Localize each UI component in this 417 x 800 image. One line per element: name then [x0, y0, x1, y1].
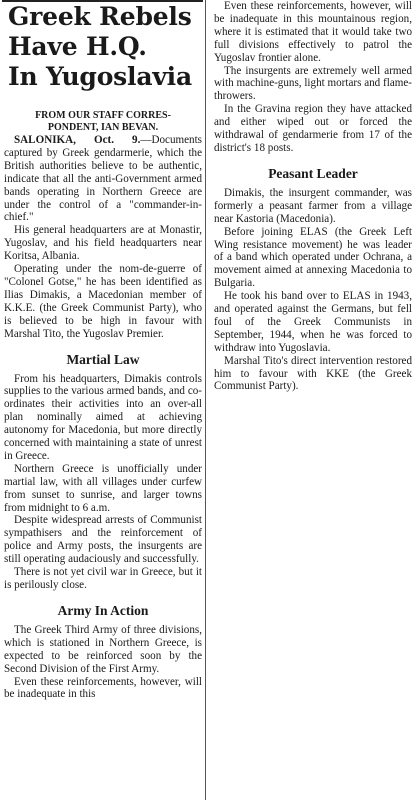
lead-paragraph — [4, 134, 202, 224]
lead-text: —Documents captured by Greek gendarmerie, which the British authorities believe to be authentic, indicate that all the anti-Government armed bands operating in Northern Greece are under the control of a "commander-in-chief." — [4, 134, 202, 224]
paragraph: Marshal Tito's direct intervention restored him to favour with KKE (the Greek Communist Party). — [214, 354, 412, 393]
section-heading: Army In Action — [57, 602, 149, 618]
paragraph: Before joining ELAS (the Greek Left Wing resistance movement) he was leader of a band which operated under Ochrana, a movement aimed at annexing Macedonia to Bulgaria. — [214, 225, 412, 290]
headline-line: Have H.Q. — [8, 32, 147, 61]
paragraph: The insurgents are extremely well armed with machine-guns, light mortars and flame-throwers. — [214, 64, 412, 103]
byline — [4, 110, 202, 134]
paragraph: Even these reinforcements, however, will be inadequate in this mountainous region, where it is estimated that it would take two full divisions effectively to patrol the Yugoslav frontier alone. — [214, 0, 412, 64]
left-column — [2, 0, 203, 701]
paragraph: Northern Greece is unofficially under martial law, with all villages under curfew from sunset to sunrise, and larger towns from midnight to 6 a.m. — [4, 462, 202, 514]
paragraph: Operating under the nom-de-guerre of "Colonel Gotse," he has been identified as Ilias Dimakis, a Macedonian member of K.K.E. (the Greek Communist Party), who is believed to be high in favour with Marshal Tito, the Yugoslav Premier. — [4, 263, 202, 340]
headline-line: Greek Rebels — [8, 2, 192, 31]
headline-line: In Yugoslavia — [8, 62, 192, 91]
paragraph: From his headquarters, Dimakis controls supplies to the various armed bands, and co-ordinates their activities into an over-all plan nominally aimed at achieving autonomy for Macedonia, but more directly concerned with maintaining a state of unrest in Greece. — [4, 372, 202, 462]
section-heading: Peasant Leader — [268, 165, 358, 181]
right-column — [208, 0, 413, 393]
paragraph: In the Gravina region they have attacked and either wiped out or forced the withdrawal of gendarmerie from 17 of the district's 18 posts. — [214, 103, 412, 154]
paragraph: Dimakis, the insurgent commander, was formerly a peasant farmer from a village near Kastoria (Macedonia). — [214, 186, 412, 225]
dateline: SALONIKA, Oct. 9. — [14, 134, 141, 146]
paragraph: Even these reinforcements, however, will be inadequate in this — [4, 675, 202, 701]
paragraph: There is not yet civil war in Greece, but it is perilously close. — [4, 566, 202, 591]
paragraph: His general headquarters are at Monastir, Yugoslav, and his field headquarters near Koritsa, Albania. — [4, 224, 202, 263]
paragraph: He took his band over to ELAS in 1943, and operated against the Germans, but fell foul of the Greek Communists in September, 1944, when he was forced to withdraw into Yugoslavia. — [214, 290, 412, 354]
paragraph: The Greek Third Army of three divisions, which is stationed in Northern Greece, is expected to be reinforced soon by the Second Division of the First Army. — [4, 623, 202, 675]
paragraph: Despite widespread arrests of Communist sympathisers and the reinforcement of police and Army posts, the insurgents are still operating audaciously and successfully. — [4, 514, 202, 566]
byline-line: FROM OUR STAFF CORRES- — [35, 110, 171, 121]
column-rule — [205, 0, 206, 800]
byline-line: PONDENT, IAN BEVAN. — [47, 122, 159, 133]
section-heading: Martial Law — [66, 351, 140, 367]
headline — [4, 2, 202, 92]
